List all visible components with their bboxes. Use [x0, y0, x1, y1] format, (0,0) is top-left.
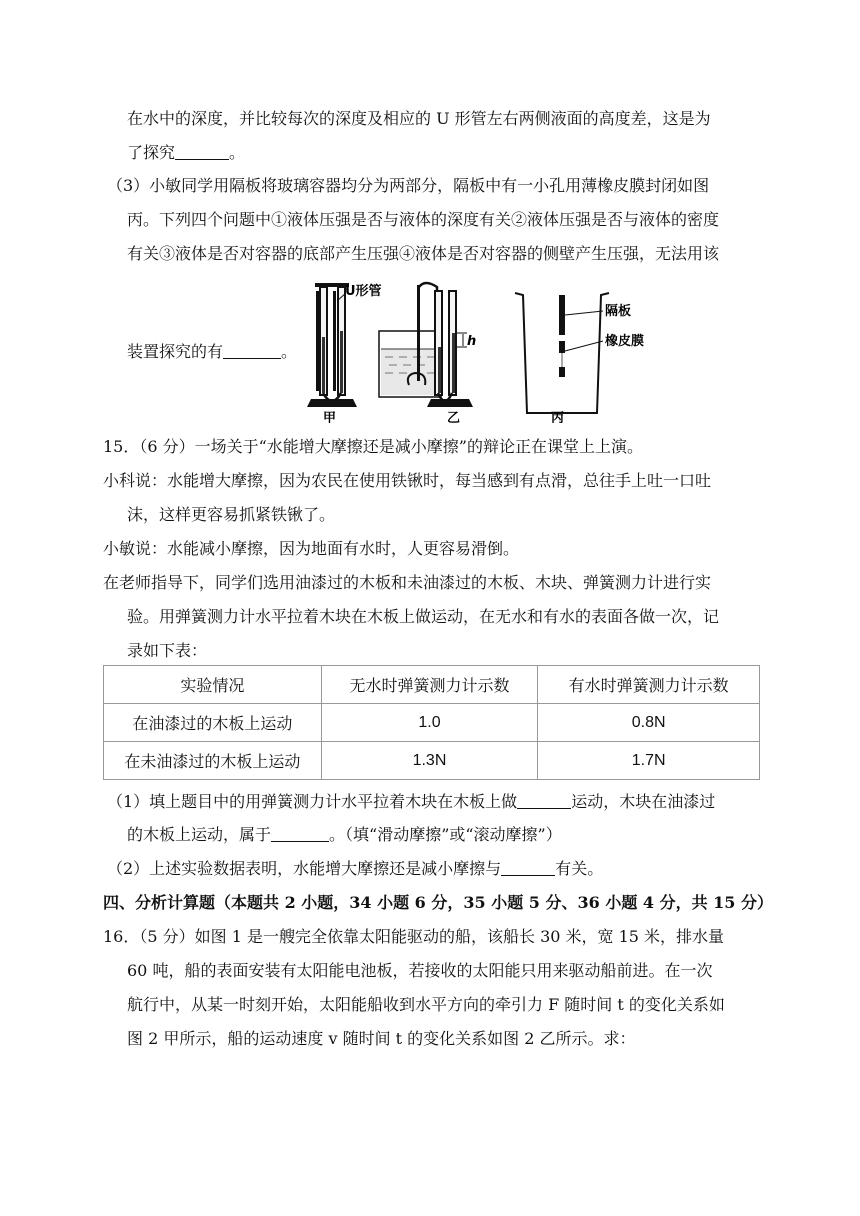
line-text: 装置探究的有 [127, 342, 224, 361]
question-line: （3）小敏同学用隔板将玻璃容器均分为两部分，隔板中有一小孔用薄橡皮膜封闭如图 [107, 176, 710, 195]
table-header: 无水时弹簧测力计示数 [321, 666, 538, 704]
paragraph-line [127, 142, 245, 164]
line-text: 的木板上运动，属于 [127, 825, 272, 844]
answer-blank[interactable] [517, 792, 571, 809]
u-tube-apparatus [307, 283, 357, 407]
question-heading: 16．（5 分）如图 1 是一艘完全依靠太阳能驱动的船，该船长 30 米，宽 15 米，排水量 [103, 927, 725, 946]
subquestion-line [127, 824, 562, 846]
table-row [104, 742, 760, 780]
table-row [104, 704, 760, 742]
answer-blank[interactable] [501, 859, 555, 876]
beaker-apparatus [379, 283, 473, 407]
table-cell: 1.3N [321, 742, 538, 780]
line-text: 有关。 [555, 859, 604, 878]
line-text: （1）填上题目中的用弹簧测力计水平拉着木块在木板上做 [107, 792, 518, 811]
u-tube-label: U形管 [345, 284, 382, 299]
experiment-table [103, 665, 760, 780]
question-line: 丙。下列四个问题中①液体压强是否与液体的深度有关②液体压强是否与液体的密度 [127, 210, 720, 229]
line-text: 。 [281, 342, 298, 361]
experiment-figure [297, 281, 665, 423]
table-header: 有水时弹簧测力计示数 [538, 666, 760, 704]
paragraph-line: 在水中的深度，并比较每次的深度及相应的 U 形管左右两侧液面的高度差，这是为 [127, 109, 711, 128]
table-cell: 在油漆过的木板上运动 [104, 704, 322, 742]
line-text: 。（填“滑动摩擦”或“滚动摩擦”） [329, 825, 562, 844]
answer-blank[interactable] [271, 825, 329, 842]
question-line: 小敏说：水能减小摩擦，因为地面有水时，人更容易滑倒。 [103, 539, 520, 558]
line-text: 了探究 [127, 143, 176, 162]
partition-container [515, 293, 609, 413]
table-cell: 1.0 [321, 704, 538, 742]
caption-jia: 甲 [323, 411, 337, 423]
answer-blank[interactable] [175, 143, 229, 160]
question-line: 验。用弹簧测力计水平拉着木块在木板上做运动，在无水和有水的表面各做一次，记 [127, 607, 720, 626]
caption-yi: 乙 [447, 411, 461, 423]
question-line: 60 吨，船的表面安装有太阳能电池板，若接收的太阳能只用来驱动船前进。在一次 [127, 961, 713, 980]
table-header: 实验情况 [104, 666, 322, 704]
subquestion-line [107, 858, 603, 880]
table-cell: 在未油漆过的木板上运动 [104, 742, 322, 780]
question-line: 沫，这样更容易抓紧铁锹了。 [127, 505, 336, 524]
partition-label: 隔板 [605, 304, 632, 319]
question-line: 小科说：水能增大摩擦，因为农民在使用铁锹时，每当感到有点滑，总往手上吐一口吐 [103, 471, 712, 490]
table-cell: 1.7N [538, 742, 760, 780]
question-line: 录如下表： [127, 641, 208, 660]
question-line: 有关③液体是否对容器的底部产生压强④液体是否对容器的侧壁产生压强，无法用该 [127, 244, 720, 263]
question-line [127, 341, 297, 363]
membrane-label: 橡皮膜 [605, 334, 645, 349]
table-header-row [104, 666, 760, 704]
answer-blank[interactable] [223, 342, 281, 359]
section-heading: 四、分析计算题（本题共 2 小题，34 小题 6 分，35 小题 5 分、36 小题 4 分，共 15 分） [103, 893, 774, 912]
figure-svg [297, 281, 665, 423]
height-label: h [467, 334, 477, 349]
line-text: 运动，木块在油漆过 [571, 792, 716, 811]
question-line: 图 2 甲所示，船的运动速度 v 随时间 t 的变化关系如图 2 乙所示。求： [127, 1029, 636, 1048]
question-line: 航行中，从某一时刻开始，太阳能船收到水平方向的牵引力 F 随时间 t 的变化关系如 [127, 995, 725, 1014]
question-heading: 15．（6 分）一场关于“水能增大摩擦还是减小摩擦”的辩论正在课堂上上演。 [103, 437, 643, 456]
table-cell: 0.8N [538, 704, 760, 742]
subquestion-line [107, 791, 715, 813]
line-text: 。 [229, 143, 246, 162]
caption-bing: 丙 [551, 411, 565, 423]
line-text: （2）上述实验数据表明，水能增大摩擦还是减小摩擦与 [107, 859, 502, 878]
question-line: 在老师指导下，同学们选用油漆过的木板和未油漆过的木板、木块、弹簧测力计进行实 [103, 573, 712, 592]
